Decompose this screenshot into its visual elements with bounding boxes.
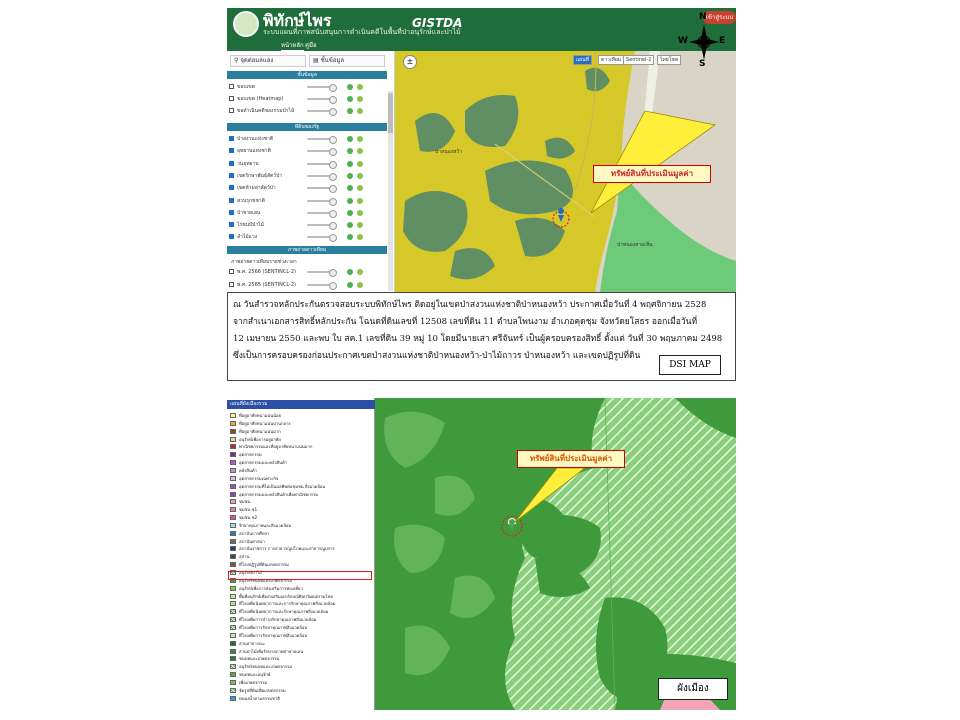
legend-label: พาณิชยกรรมและที่อยู่อาศัยหนาแน่นมาก	[239, 444, 313, 450]
legend-item	[230, 655, 372, 662]
legend-item	[230, 514, 372, 521]
legend-swatch	[230, 586, 236, 591]
legend-item	[230, 632, 372, 639]
layer-label: เขตรักษาพันธุ์สัตว์ป่า	[237, 172, 283, 179]
info-icon[interactable]	[347, 282, 353, 288]
layer-row	[229, 232, 385, 242]
place-label-nong-samsoen: ป่าหนองสามเสิ่น	[617, 242, 653, 248]
pin-icon: ⚲	[234, 57, 241, 64]
legend-item	[230, 608, 372, 615]
legend-label: ที่โล่งเพื่อการรักษาคุณภาพสิ่งแวดล้อม	[239, 632, 308, 638]
legend-label: ที่โล่งเพื่อนันทนาการและรักษาคุณภาพสิ่งแวดล้อม	[239, 609, 329, 615]
layer-checkbox[interactable]	[229, 282, 234, 287]
legend-icon[interactable]	[357, 148, 363, 154]
opacity-slider[interactable]	[307, 187, 335, 189]
zoning-legend	[227, 398, 375, 710]
info-icon[interactable]	[347, 185, 353, 191]
info-icon[interactable]	[347, 96, 353, 102]
legend-icon[interactable]	[357, 108, 363, 114]
legend-item	[230, 443, 372, 450]
map-viewport[interactable]	[395, 51, 736, 292]
legend-swatch	[230, 649, 236, 654]
layer-row	[229, 106, 385, 116]
legend-item	[230, 522, 372, 529]
layer-checkbox[interactable]	[229, 148, 234, 153]
legend-label: อุตสาหกรรมและคลังสินค้า	[239, 460, 288, 466]
opacity-slider[interactable]	[307, 284, 335, 286]
legend-icon[interactable]	[357, 173, 363, 179]
legend-swatch	[230, 617, 236, 622]
layer-row	[229, 146, 385, 156]
legend-label: อุตสาหกรรม	[239, 452, 262, 458]
basemap-button-satellite[interactable]: ดาวเทียม	[598, 55, 624, 65]
legend-item	[230, 671, 372, 678]
legend-label: สถาบันศาสนา	[239, 538, 265, 544]
zoom-control[interactable]	[403, 55, 417, 69]
legend-swatch	[230, 452, 236, 457]
zoning-map-tag: ผังเมือง	[658, 678, 728, 700]
app-header	[227, 8, 736, 39]
scrollbar-thumb[interactable]	[388, 93, 393, 133]
legend-item	[230, 553, 372, 560]
layer-checkbox[interactable]	[229, 185, 234, 190]
info-icon[interactable]	[347, 222, 353, 228]
legend-icon[interactable]	[357, 210, 363, 216]
dsi-map-tag: DSI MAP	[659, 355, 721, 375]
legend-item	[230, 593, 372, 600]
layers-tool-button[interactable]	[309, 55, 385, 67]
gistda-logo: GISTDA	[412, 16, 463, 30]
app-title: พิทักษ์ไพร	[263, 11, 332, 30]
layer-label: ลำไม้แวง	[237, 234, 258, 241]
legend-swatch	[230, 680, 236, 685]
legend-item	[230, 687, 372, 694]
legend-label: สถาบันราชการ การสาธารณูปโภคและสาธารณูปการ	[239, 546, 335, 552]
opacity-slider[interactable]	[307, 110, 335, 112]
layer-checkbox[interactable]	[229, 173, 234, 178]
compass-east: E	[719, 36, 726, 46]
legend-swatch	[230, 421, 236, 426]
legend-swatch	[230, 484, 236, 489]
legend-item	[230, 663, 372, 670]
layer-row	[229, 171, 385, 181]
place-label-nong-wa: ป่าหนองหว้า	[435, 149, 463, 155]
legend-label: หนองน้ำตามธรรมชาติ	[239, 695, 280, 701]
layer-row	[229, 220, 385, 230]
opacity-slider[interactable]	[307, 150, 335, 152]
legend-label: สุสาน	[239, 554, 250, 560]
legend-label: คลังสินค้า	[239, 467, 257, 473]
info-icon[interactable]	[347, 269, 353, 275]
layer-checkbox[interactable]	[229, 108, 234, 113]
tab-manual[interactable]: คู่มือ	[305, 42, 317, 49]
legend-label: สวนป่าไม้เพื่อรักษาสภาพป่าชายเลน	[239, 648, 304, 654]
opacity-slider[interactable]	[307, 98, 335, 100]
legend-item	[230, 475, 372, 482]
location-tool-label: จุดต่อมลแลง	[240, 57, 274, 64]
legend-swatch	[230, 539, 236, 544]
info-icon[interactable]	[347, 198, 353, 204]
legend-item	[230, 561, 372, 568]
legend-item	[230, 648, 372, 655]
legend-swatch	[230, 656, 236, 661]
legend-swatch	[230, 460, 236, 465]
layer-row	[229, 82, 385, 92]
layer-checkbox[interactable]	[229, 269, 234, 274]
layer-checkbox[interactable]	[229, 84, 234, 89]
asset-callout: ทรัพย์สินที่ประเมินมูลค่า	[593, 165, 711, 183]
legend-swatch	[230, 476, 236, 481]
legend-swatch	[230, 546, 236, 551]
section-header-layers: ชั้นข้อมูล	[227, 71, 387, 79]
legend-icon[interactable]	[357, 222, 363, 228]
legend-swatch	[230, 531, 236, 536]
legend-label: อุตสาหกรรมและคลังสินค้าเพื่อพาณิชยกรรม	[239, 491, 318, 497]
opacity-slider[interactable]	[307, 138, 335, 140]
legend-icon[interactable]	[357, 234, 363, 240]
legend-label: ชนบทและอนุรักษ์	[239, 672, 271, 678]
layer-row	[229, 183, 385, 193]
legend-icon[interactable]	[357, 96, 363, 102]
legend-label: ที่โล่งเพื่อการรักษาคุณภาพสิ่งแวดล้อม	[239, 624, 308, 630]
layer-checkbox[interactable]	[229, 198, 234, 203]
legend-swatch	[230, 594, 236, 599]
legend-swatch	[230, 672, 236, 677]
zoom-in-icon[interactable]: ±	[406, 57, 414, 66]
legend-swatch	[230, 625, 236, 630]
legend-item	[230, 695, 372, 702]
legend-swatch	[230, 688, 236, 693]
legend-icon[interactable]	[357, 198, 363, 204]
imagery-heading	[229, 257, 385, 267]
legend-icon[interactable]	[357, 84, 363, 90]
layer-label: ป่าชายเลน	[237, 209, 261, 216]
legend-item	[230, 624, 372, 631]
legend-item	[230, 585, 372, 592]
info-icon[interactable]	[347, 210, 353, 216]
layer-label: ไร่ชนบ๊ป่าไม้	[237, 222, 264, 229]
legend-item	[230, 498, 372, 505]
opacity-slider[interactable]	[307, 236, 335, 238]
description-box	[227, 292, 736, 381]
layer-panel	[227, 51, 395, 292]
legend-swatch	[230, 562, 236, 567]
legend-swatch	[230, 609, 236, 614]
info-icon[interactable]	[347, 84, 353, 90]
legend-item	[230, 420, 372, 427]
legend-item	[230, 616, 372, 623]
legend-swatch	[230, 515, 236, 520]
layer-label: ขอบเขต	[237, 84, 255, 90]
opacity-slider[interactable]	[307, 175, 335, 177]
description-line-2: จากสำเนาเอกสารสิทธิ์หลักประกัน โฉนดที่ดินเลขที่ 12508 เลขที่ดิน 11 ตำบลโพนงาม อำเภอคุดชุม จังหวัดยโสธร ออกเมื่อวันที่	[233, 317, 698, 327]
legend-swatch	[230, 468, 236, 473]
department-logo	[233, 11, 259, 37]
top-nav	[227, 39, 736, 51]
legend-title: แผนที่ผังเมืองรวม	[227, 400, 375, 409]
legend-swatch	[230, 492, 236, 497]
layer-checkbox[interactable]	[229, 136, 234, 141]
compass-south: S	[699, 59, 706, 69]
app-subtitle: ระบบแผนที่ภาพสนับสนุนการดำเนินคดีในพื้นที่ป่าอนุรักษ์และป่าไม้	[263, 28, 461, 36]
section-header-state-land: ทีดินของรัฐ	[227, 123, 387, 131]
legend-item	[230, 412, 372, 419]
legend-label: อุตสาหกรรมเฉพาะกิจ	[239, 475, 279, 481]
basemap-button-thaichote[interactable]: ไทยโชต	[657, 55, 681, 65]
layer-checkbox[interactable]	[229, 210, 234, 215]
section-header-imagery: ภาพถ่ายดาวเทียม	[227, 246, 387, 254]
legend-icon[interactable]	[357, 185, 363, 191]
login-button[interactable]: เข้าสู่ระบบ	[703, 11, 736, 24]
layer-checkbox[interactable]	[229, 234, 234, 239]
location-tool-button[interactable]	[230, 55, 306, 67]
legend-icon[interactable]	[357, 161, 363, 167]
legend-label: อนุรักษ์เพื่อการอยู่อาศัย	[239, 436, 281, 442]
layer-row	[229, 208, 385, 218]
legend-item	[230, 467, 372, 474]
opacity-slider[interactable]	[307, 200, 335, 202]
info-icon[interactable]	[347, 234, 353, 240]
zoning-map-canvas[interactable]	[375, 398, 736, 710]
legend-swatch	[230, 499, 236, 504]
legend-item	[230, 600, 372, 607]
legend-item	[230, 491, 372, 498]
legend-swatch	[230, 507, 236, 512]
legend-item	[230, 459, 372, 466]
layers-tool-label: ชั้นข้อมูล	[320, 57, 345, 64]
description-line-3: 12 เมษายน 2550 และพบ ใบ สค.1 เลขที่ดิน 39 หมู่ 10 โดยมีนายเสา ศรีจันทร์ เป็นผู้ครอบครองสิทธิ์ ตั้งแต่ วันที่ 30 พฤษภาคม 2498	[233, 334, 723, 344]
legend-item	[230, 451, 372, 458]
legend-swatch	[230, 437, 236, 442]
imagery-heading-label: ภาพถ่ายดาวเทียมรายช่วงเวลา	[231, 259, 297, 265]
layer-label: อุทยานแห่งชาติ	[237, 148, 271, 155]
opacity-slider[interactable]	[307, 224, 335, 226]
info-icon[interactable]	[347, 108, 353, 114]
layer-label: ขอดำเนินคดีของกรมป่าไม้	[237, 108, 295, 114]
legend-label: จัดรูปที่ดินเพื่อเกษตรกรรม	[239, 687, 286, 693]
layer-row	[229, 94, 385, 104]
compass-west: W	[678, 36, 688, 46]
legend-label: พื้นที่อนุรักษ์เพื่อส่งเสริมเอกลักษณ์ศิลปวัฒนธรรมไทย	[239, 593, 333, 599]
legend-item	[230, 679, 372, 686]
legend-swatch	[230, 554, 236, 559]
basemap-button-map[interactable]: แผนที่	[573, 55, 592, 65]
legend-label: ชุมชน ช2	[239, 515, 258, 521]
legend-swatch	[230, 664, 236, 669]
description-line-1: ณ วันสำรวจหลักประกันตรวจสอบระบบพิทักษ์ไพร ติดอยู่ในเขตป่าสงวนแห่งชาติป่าหนองหว้า ประกาศเมื่อวันที่ 4 พฤศจิกายน 2528	[233, 300, 707, 310]
legend-item	[230, 640, 372, 647]
layer-label: สวนรุกขชาติ	[237, 197, 265, 204]
legend-item	[230, 538, 372, 545]
legend-swatch	[230, 641, 236, 646]
tab-home[interactable]: หน้าหลัก	[281, 42, 304, 49]
legend-item	[230, 436, 372, 443]
basemap-button-sentinel[interactable]: Sentinel-2	[623, 55, 654, 65]
opacity-slider[interactable]	[307, 163, 335, 165]
legend-item	[230, 483, 372, 490]
info-icon[interactable]	[347, 161, 353, 167]
layer-checkbox[interactable]	[229, 161, 234, 166]
dsi-map-app	[227, 8, 736, 292]
legend-item	[230, 506, 372, 513]
legend-label: ที่อยู่อาศัยหนาแน่นมาก	[239, 428, 281, 434]
legend-icon[interactable]	[357, 282, 363, 288]
legend-highlight	[228, 571, 372, 580]
legend-label: ที่โล่งเพื่อนันทนาการและการรักษาคุณภาพสิ่งแวดล้อม	[239, 601, 336, 607]
layer-row	[229, 267, 385, 277]
layer-row	[229, 159, 385, 169]
layer-label: ขอบเขต (Heatmap)	[237, 96, 284, 102]
layer-label: ป่าสงวนแห่งชาติ	[237, 136, 274, 142]
zoning-map-viewport[interactable]	[375, 398, 736, 710]
opacity-slider[interactable]	[307, 271, 335, 273]
legend-label: ชนบทและเกษตรกรรม	[239, 656, 280, 662]
legend-label: ที่โล่งเพื่อการบำรุงรักษาคุณภาพสิ่งแวดล้อม	[239, 617, 317, 623]
legend-swatch	[230, 444, 236, 449]
legend-label: อนุรักษ์ป่าไม้	[239, 570, 262, 575]
legend-label: เพื่อเกษตรกรรม	[239, 679, 268, 685]
layer-row	[229, 280, 385, 290]
info-icon[interactable]	[347, 173, 353, 179]
legend-item	[230, 545, 372, 552]
legend-item	[230, 530, 372, 537]
legend-label: ที่โล่งปฏิรูปที่ดินเกษตรกรรม	[239, 562, 289, 568]
legend-swatch	[230, 429, 236, 434]
legend-label: สวนสาธารณะ	[239, 640, 265, 646]
legend-label: ชุมชน ช1	[239, 507, 258, 513]
legend-swatch	[230, 633, 236, 638]
legend-label: อนุรักษ์ชนบทและเกษตรกรรม	[239, 664, 293, 670]
layer-label: พ.ศ. 2566 (SENTINCL-2)	[237, 269, 296, 275]
legend-swatch	[230, 413, 236, 418]
legend-label: สถาบันการศึกษา	[239, 530, 270, 536]
zoning-map-panel	[227, 398, 736, 710]
legend-swatch	[230, 696, 236, 701]
layer-checkbox[interactable]	[229, 96, 234, 101]
compass-rose-icon	[678, 12, 727, 69]
opacity-slider[interactable]	[307, 212, 335, 214]
layer-checkbox[interactable]	[229, 222, 234, 227]
legend-swatch	[230, 523, 236, 528]
legend-label: ที่อยู่อาศัยหนาแน่นปานกลาง	[239, 420, 291, 426]
description-line-4: ซึ่งเป็นการครอบครองก่อนประกาศเขตป่าสงวนแห่งชาติป่าหนองหว้า-ป่าไม้ถาวร ป่าหนองหว้า และเขตปฏิรูปที่ดิน	[233, 351, 641, 361]
legend-swatch	[230, 601, 236, 606]
legend-label: อนุรักษ์ชนบทและเกษตรกรรม	[239, 577, 293, 583]
layer-label: พ.ศ. 2565 (SENTINCL-2)	[237, 282, 296, 288]
info-icon[interactable]	[347, 136, 353, 142]
legend-icon[interactable]	[357, 136, 363, 142]
legend-label: อนุรักษ์เพื่อการส่งเสริมการท่องเที่ยว	[239, 585, 303, 591]
layer-label: เขตห้ามล่าสัตว์ป่า	[237, 185, 276, 192]
legend-label: รักษาคุณภาพและสิ่งแวดล้อม	[239, 522, 292, 528]
legend-label: ชุมชน	[239, 499, 251, 505]
layer-row	[229, 196, 385, 206]
legend-label: อุตสาหกรรมที่ไม่เป็นมลพิษต่อชุมชน สิ่งแวดล้อม	[239, 483, 326, 489]
asset-callout-zoning: ทรัพย์สินที่ประเมินมูลค่า	[517, 450, 625, 468]
info-icon[interactable]	[347, 148, 353, 154]
layer-label: วนอุทยาน	[237, 160, 259, 167]
layers-icon: ▤	[313, 57, 321, 64]
compass-north: N	[699, 12, 707, 22]
opacity-slider[interactable]	[307, 86, 335, 88]
layer-row	[229, 134, 385, 144]
legend-label: ที่อยู่อาศัยหนาแน่นน้อย	[239, 413, 281, 418]
legend-item	[230, 428, 372, 435]
legend-icon[interactable]	[357, 269, 363, 275]
layer-panel-scrollbar[interactable]	[388, 91, 393, 291]
